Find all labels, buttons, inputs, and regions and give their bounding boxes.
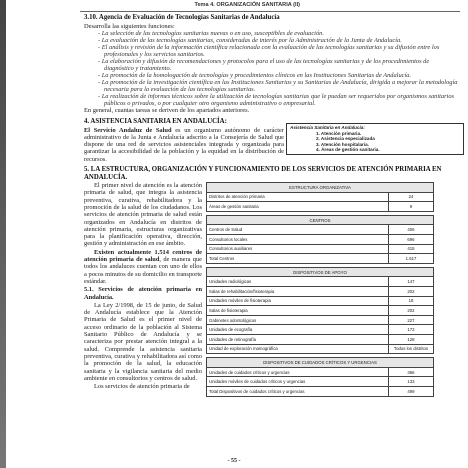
row-value: 147 [389, 277, 434, 287]
row-label: Total Centros [207, 254, 389, 264]
row-value: 128 [389, 334, 434, 344]
row-label: Gabinetes odontológicos [207, 315, 389, 325]
table-row [207, 235, 434, 245]
page-edge-shadow [0, 0, 6, 468]
row-label: Consultorios auxiliares [207, 244, 389, 254]
section-4-text: El Servicio Andaluz de Salud es un organismo autónomo de carácter administrativo de la Junta e Andalucía adscrito a la Consejería de Salud que dispone de una red de servicios asistenciales integrada y organizada para garantizar la accesibilidad de la población y la equidad en la distribución de recursos. [84, 126, 284, 163]
row-label: Unidad de exploración mamográfica [207, 344, 389, 354]
row-value: 24 [389, 192, 434, 202]
table-row [207, 202, 434, 212]
section-5 [84, 166, 460, 394]
running-header [80, 3, 460, 12]
row-value: 202 [389, 306, 434, 316]
section-4 [84, 118, 460, 163]
subsection-heading: 5.1. Servicios de atención primaria en Andalucía. [84, 286, 202, 301]
group-title: DISPOSITIVOS DE CUIDADOS CRÍTICOS Y URGENCIAS [207, 358, 434, 368]
table-row [207, 192, 434, 202]
table-group-header [207, 215, 434, 225]
row-label: Unidades radiológicas [207, 277, 389, 287]
row-value: 1.517 [389, 254, 434, 264]
row-label: Salas de rehabilitación/fisioterapia [207, 287, 389, 297]
row-value: 499 [389, 386, 434, 396]
row-value: 133 [389, 377, 434, 387]
function-item: - La realización de informes técnicos sobre la utilización de tecnologías sanitarias que le puedan ser requeridos por organismos sanitarios públicos o privados, o por cualquier otro organismo administrativo o empresarial. [98, 92, 455, 107]
table-row [207, 296, 434, 306]
group-title: DISPOSITIVOS DE APOYO [207, 267, 434, 277]
function-item: - La evaluación de las tecnologías sanitarias, consideradas de interés por la Administración de la Junta de Andalucía. [98, 36, 402, 44]
table-row [207, 386, 434, 396]
assistance-summary-box [286, 123, 464, 155]
function-item: - La promoción de la investigación científica en las Instituciones Sanitarias y su Sanitarias de Andalucía, dirigida a mejorar la metodología necesaria para la evaluación de las tecnologías sanitarias. [98, 78, 458, 93]
function-item: - El análisis y revisión de la información científica relacionada con la evaluación de las tecnologías sanitarias y su difusión entre los profesionales y los servicios sanitarios. [98, 43, 440, 58]
row-value: 366 [389, 367, 434, 377]
section-310-closing: En general, cuantas tareas se deriven de los apartados anteriores. [84, 106, 250, 114]
header-title: Tema 4. ORGANIZACIÓN SANITARIA (II) [194, 2, 300, 8]
table-row [207, 344, 434, 354]
table-row [207, 254, 434, 264]
row-label: Total Dispositivos de cuidados críticos y urgencias [207, 386, 389, 396]
table-row [207, 244, 434, 254]
table-row [207, 367, 434, 377]
function-item: - La promoción de la homologación de tecnologías y procedimientos clínicos en las Instituciones Sanitarias de Andalucía. [98, 71, 412, 79]
paragraph: Los servicios de atención primaria de [94, 383, 190, 391]
box-title: Asistencia Sanitaria en Andalucía: [290, 125, 365, 131]
section-5-columns [84, 182, 460, 394]
row-value: 406 [389, 225, 434, 235]
section-5-text-column [84, 182, 202, 390]
table-row [207, 287, 434, 297]
box-item: 4. Áreas de gestión sanitaria. [316, 147, 380, 153]
page-number: - 55 - [227, 458, 241, 464]
table-row [207, 315, 434, 325]
page-content [84, 14, 460, 394]
row-label: Unidades móviles de cuidados críticos y urgencias [207, 377, 389, 387]
row-value: 415 [389, 244, 434, 254]
section-5-heading: 5. LA ESTRUCTURA, ORGANIZACIÓN Y FUNCIONAMIENTO DE LOS SERVICIOS DE ATENCIÓN PRIMARIA EN ANDALUCÍA. [84, 166, 442, 181]
box-item: 1. Atención primaria. [316, 130, 362, 136]
row-label: Consultorios locales [207, 235, 389, 245]
table-group-header [207, 183, 434, 193]
paragraph: La Ley 2/1998, de 15 de junio, de Salud de Andalucía establece que la Atención Primaria de Salud es el primer nivel de acceso ordinario de la población al Sistema Sanitario Público de Andalucía y se caracteriza por prestar atención integral a la salud. Comprende la asistencia sanitaria preventiva, curativa y rehabilitadora así como la promoción de la salud, la educación sanitaria y la vigilancia sanitaria del medio ambiente en consultorios y centros de salud. [84, 301, 202, 382]
box-item: 3. Atención hospitalaria. [316, 141, 369, 147]
primary-care-table [206, 182, 434, 396]
table-row [207, 325, 434, 335]
row-value: 696 [389, 235, 434, 245]
paragraph: Existen actualmente 1.514 centros de atención primaria de salud, de manera que todos los andaluces cuentan con uno de ellos a pocos minutos de su domicilio en transporte estándar. [84, 248, 202, 285]
row-label: Distritos de atención primaria [207, 192, 389, 202]
row-label: Unidades de retinografía [207, 334, 389, 344]
row-label: Áreas de gestión sanitaria [207, 202, 389, 212]
row-value: Todos los distritos [389, 344, 434, 354]
table-group-header [207, 358, 434, 368]
row-label: Unidades móviles de fisioterapia [207, 296, 389, 306]
table-row [207, 306, 434, 316]
group-title: CENTROS [207, 215, 434, 225]
row-value: 202 [389, 287, 434, 297]
function-item: - La selección de las tecnologías sanitarias nuevas o en uso, susceptibles de evaluación. [98, 29, 324, 37]
section-310-heading: 3.10. Agencia de Evaluación de Tecnologías Sanitarias de Andalucía [84, 14, 280, 21]
row-value: 227 [389, 315, 434, 325]
row-label: Salas de fisioterapia [207, 306, 389, 316]
section-310-intro: Desarrolla las siguientes funciones: [84, 22, 175, 30]
row-label: Centros de Salud [207, 225, 389, 235]
group-title: ESTRUCTURA ORGANIZATIVA [207, 183, 434, 193]
functions-list [98, 30, 460, 107]
box-item: 2. Asistencia especializada [316, 136, 375, 142]
table-row [207, 277, 434, 287]
row-label: Unidades de cuidados críticos y urgencias [207, 367, 389, 377]
resources-table [206, 182, 434, 396]
row-value: 18 [389, 296, 434, 306]
table-row [207, 377, 434, 387]
row-label: Unidades de ecografía [207, 325, 389, 335]
paragraph: El primer nivel de atención es la atención primaria de salud, que integra la asistencia preventiva, curativa, rehabilitadora y la promoción de la salud de los ciudadanos. Los servicios de atención primaria de salud están organizados en Andalucía en distritos de atención primaria, estructuras organizativas para la planificación operativa, dirección, gestión y administración en ese ámbito. [84, 182, 202, 248]
row-value: 9 [389, 202, 434, 212]
section-4-heading: 4. ASISTENCIA SANITARIA EN ANDALUCÍA: [84, 118, 227, 126]
table-row [207, 225, 434, 235]
table-row [207, 334, 434, 344]
row-value: 172 [389, 325, 434, 335]
function-item: - La elaboración y difusión de recomendaciones y protocolos para el uso de las tecnologías sanitarias y de los procedimientos de diagnóstico y tratamiento. [98, 57, 430, 72]
table-group-header [207, 267, 434, 277]
